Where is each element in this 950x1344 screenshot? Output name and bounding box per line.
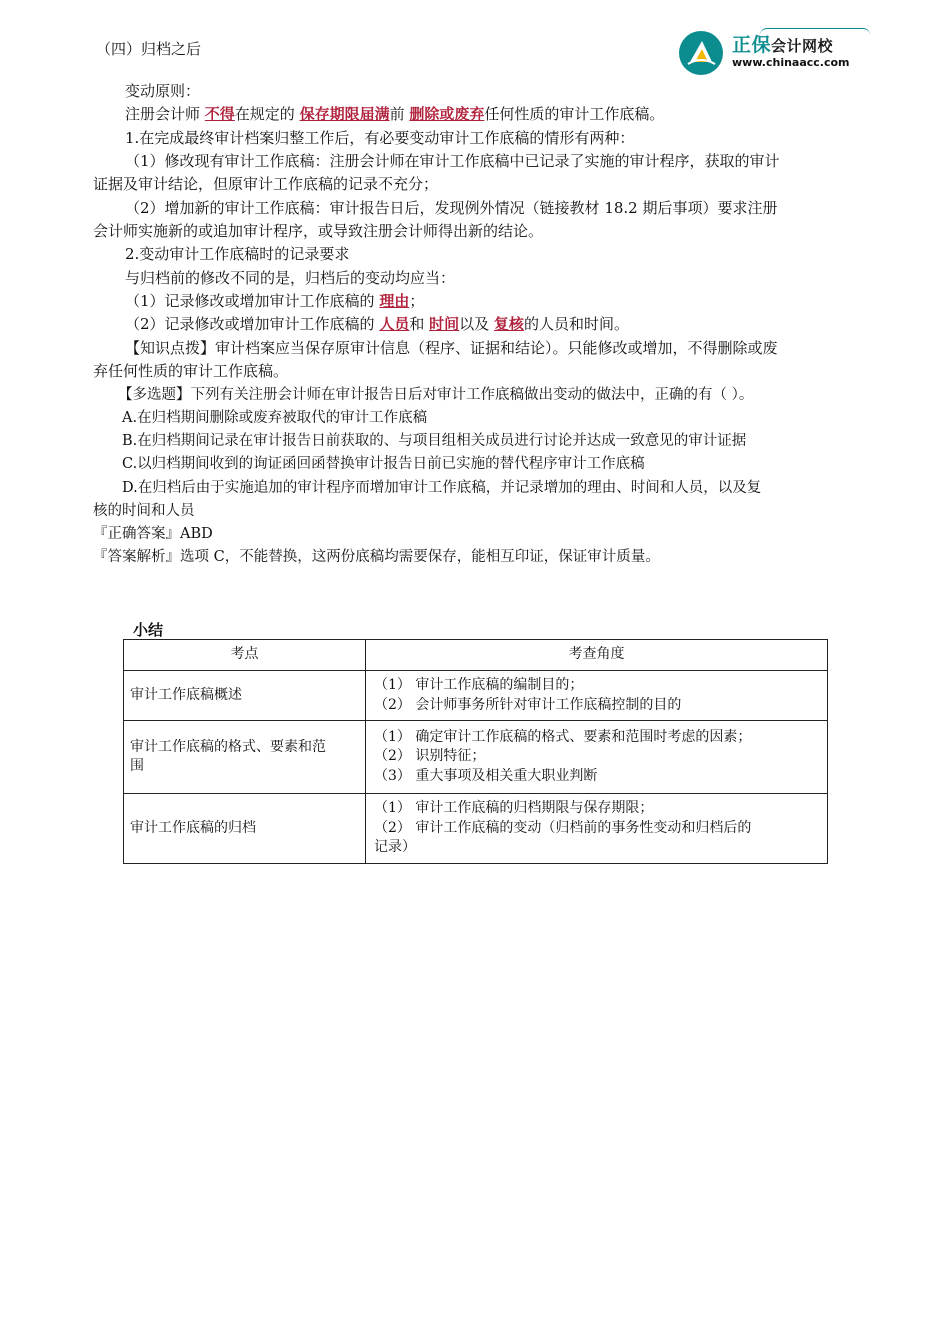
- diff-text: 与归档前的修改不同的是，归档后的变动均应当：: [125, 269, 456, 287]
- option-b: B.在归档期间记录在审计报告日前获取的、与项目组相关成员进行讨论并达成一致意见的审计证据: [122, 433, 747, 449]
- table-header-row: [124, 640, 828, 671]
- clipped-section-heading: （四）归档之后: [96, 40, 202, 58]
- emphasis-personnel: 人员: [379, 315, 410, 333]
- emphasis-time: 时间: [429, 315, 460, 333]
- requirement-2: （2）记录修改或增加审计工作底稿的 人员和 时间以及 复核的人员和时间。: [125, 315, 629, 333]
- summary-table: [123, 639, 828, 864]
- option-a: A.在归档期间删除或废弃被取代的审计工作底稿: [122, 410, 428, 426]
- requirement-1: （1）记录修改或增加审计工作底稿的 理由；: [125, 292, 425, 310]
- header-angle: 考查角度: [366, 640, 828, 671]
- point-2: 2.变动审计工作底稿时的记录要求: [125, 245, 350, 263]
- logo-emblem-icon: [678, 30, 724, 76]
- answer-analysis: 『答案解析』选项 C，不能替换，这两份底稿均需要保存，能相互印证，保证审计质量。: [93, 549, 660, 565]
- emphasis-delete-discard: 删除或废弃: [409, 105, 485, 123]
- header-topic: 考点: [124, 640, 366, 671]
- logo-url: www.chinaacc.com: [732, 56, 850, 69]
- row-angles: （1） 审计工作底稿的归档期限与保存期限； （2） 审计工作底稿的变动（归档前的事务性变动和归档后的 记录）: [366, 794, 828, 864]
- correct-answer: 『正确答案』ABD: [93, 526, 213, 542]
- item-2-line-2: 会计师实施新的或追加审计程序，或导致注册会计师得出新的结论。: [93, 222, 544, 240]
- option-c: C.以归档期间收到的询证函回函替换审计报告日前已实施的替代程序审计工作底稿: [122, 456, 645, 472]
- principle-title: 变动原则：: [125, 82, 201, 100]
- emphasis-retention-period: 保存期限届满: [299, 105, 390, 123]
- knowledge-tip-line-1: 【知识点拨】审计档案应当保存原审计信息（程序、证据和结论）。只能修改或增加，不得删除或废: [125, 339, 778, 357]
- table-row: [124, 671, 828, 721]
- emphasis-review: 复核: [493, 315, 524, 333]
- row-topic: 审计工作底稿的归档: [124, 794, 366, 864]
- emphasis-reason: 理由: [379, 292, 410, 310]
- option-d-line-1: D.在归档后由于实施追加的审计程序而增加审计工作底稿，并记录增加的理由、时间和人员，以及复: [122, 480, 762, 496]
- row-angles: （1） 确定审计工作底稿的格式、要素和范围时考虑的因素； （2） 识别特征； （3） 重大事项及相关重大职业判断: [366, 721, 828, 794]
- summary-title: 小结: [133, 621, 164, 639]
- row-angles: （1） 审计工作底稿的编制目的； （2） 会计师事务所针对审计工作底稿控制的目的: [366, 671, 828, 721]
- point-1: 1.在完成最终审计档案归整工作后，有必要变动审计工作底稿的情形有两种：: [125, 129, 635, 147]
- question-stem: 【多选题】下列有关注册会计师在审计报告日后对审计工作底稿做出变动的做法中，正确的有（ ）。: [118, 387, 754, 403]
- row-topic: 审计工作底稿的格式、要素和范 围: [124, 721, 366, 794]
- logo-brand: 正保会计网校: [732, 34, 834, 56]
- table-row: [124, 794, 828, 864]
- row-topic: 审计工作底稿概述: [124, 671, 366, 721]
- item-1-line-1: （1）修改现有审计工作底稿：注册会计师在审计工作底稿中已记录了实施的审计程序，获取的审计: [125, 152, 780, 170]
- item-2-line-1: （2）增加新的审计工作底稿：审计报告日后，发现例外情况（链接教材 18.2 期后事项）要求注册: [125, 199, 778, 217]
- emphasis-must-not: 不得: [204, 105, 235, 123]
- option-d-line-2: 核的时间和人员: [93, 503, 195, 519]
- chinaacc-logo: [678, 28, 878, 78]
- table-row: [124, 721, 828, 794]
- item-1-line-2: 证据及审计结论，但原审计工作底稿的记录不充分；: [93, 175, 439, 193]
- knowledge-tip-line-2: 弃任何性质的审计工作底稿。: [93, 362, 289, 380]
- principle-text: 注册会计师 不得在规定的 保存期限届满前 删除或废弃任何性质的审计工作底稿。: [125, 105, 665, 123]
